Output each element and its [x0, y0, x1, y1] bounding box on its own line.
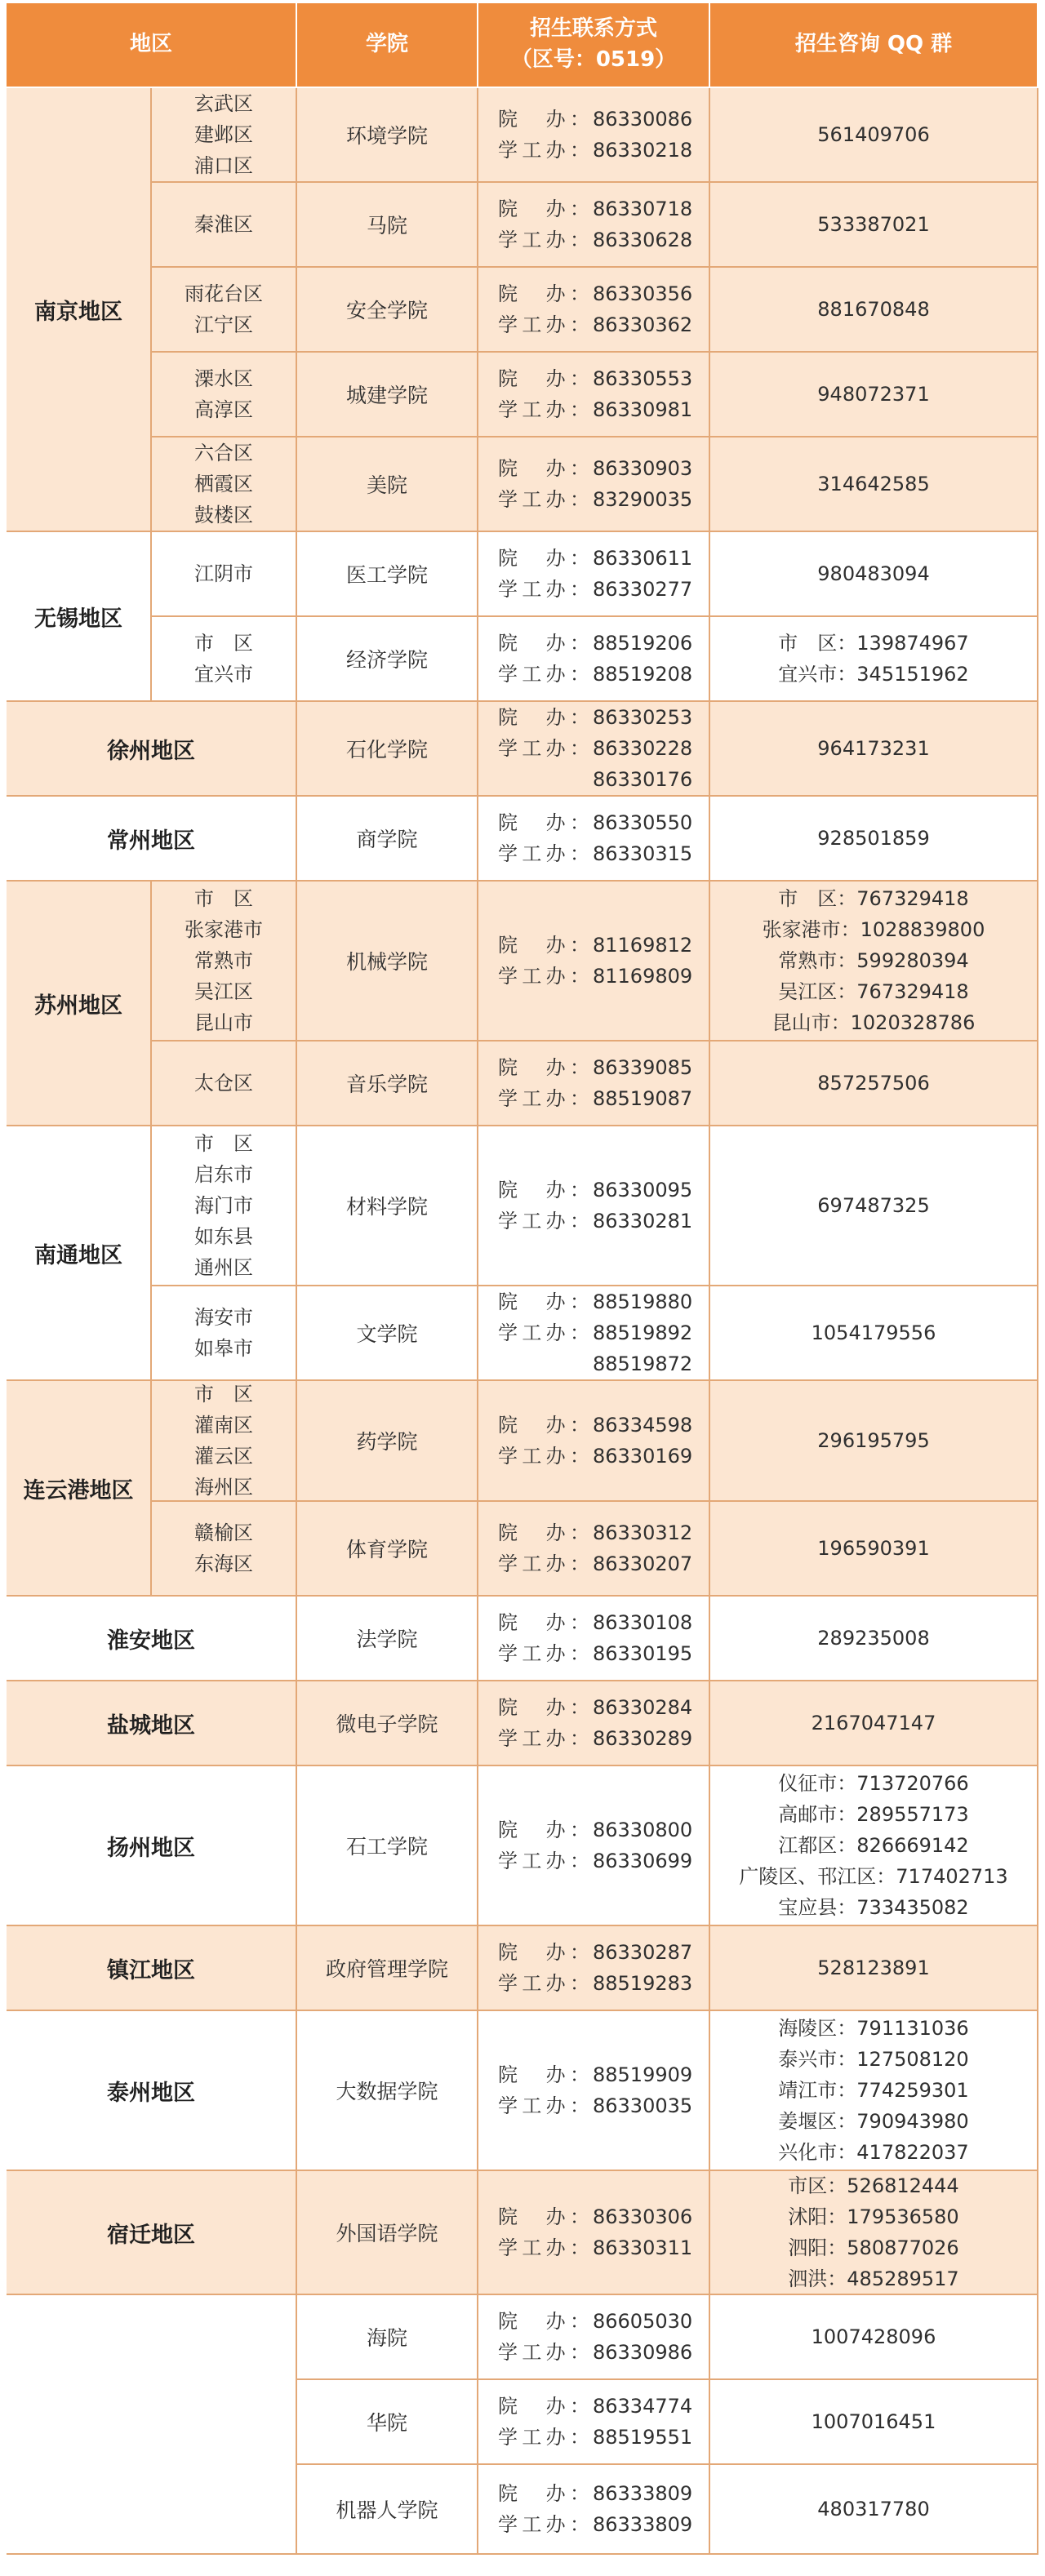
qq-group-list: [710, 1286, 1038, 1381]
qq-group-number: 靖江市：774259301: [778, 2079, 969, 2102]
contact-label: 学工办：: [498, 1087, 589, 1110]
district-item: 市 区: [194, 1383, 253, 1406]
contact-number: 86330362: [593, 313, 693, 336]
contact-number: 86330277: [593, 578, 693, 601]
qq-group-list: [710, 1681, 1038, 1766]
qq-group-number: 1007016451: [811, 2410, 936, 2433]
contact-label: 学工办：: [498, 1552, 589, 1575]
contact-number: 86330176: [593, 768, 693, 791]
district-list: [152, 617, 297, 702]
qq-group-number: 314642585: [817, 473, 930, 495]
district-item: 海安市: [194, 1306, 253, 1329]
district-item: 溧水区: [194, 367, 253, 390]
contact-label: 学工办：: [498, 663, 589, 686]
college-name: 文学院: [297, 1286, 478, 1381]
contact-phones: [478, 1681, 710, 1766]
qq-group-number: 480317780: [817, 2498, 930, 2520]
contact-number: 86605030: [593, 2310, 693, 2333]
qq-group-number: 张家港市：1028839800: [762, 918, 985, 941]
contact-label: 院 办：: [498, 2205, 589, 2228]
contact-number: 86330986: [593, 2341, 693, 2364]
contact-number: 86330207: [593, 1552, 693, 1575]
contact-number: 86330981: [593, 398, 693, 421]
contact-number: 88519206: [593, 632, 693, 655]
college-name: 环境学院: [297, 88, 478, 183]
contact-phones: [478, 1381, 710, 1502]
qq-group-list: [710, 2295, 1038, 2380]
contact-number: 86330550: [593, 811, 693, 834]
contact-label: 学工办：: [498, 1321, 589, 1344]
district-item: 高淳区: [194, 398, 253, 421]
contact-label: 院 办：: [498, 1056, 589, 1079]
contact-label: 学工办：: [498, 1210, 589, 1232]
college-name: 华院: [297, 2380, 478, 2465]
region-name: 苏州地区: [7, 882, 152, 1126]
contact-phones: [478, 268, 710, 353]
qq-group-number: 市区：526812444: [788, 2174, 959, 2197]
district-list: [152, 88, 297, 183]
contact-number: 88519892: [593, 1321, 693, 1344]
contact-number: 86330306: [593, 2205, 693, 2228]
region-name: 扬州地区: [7, 1766, 297, 1926]
qq-group-number: 1054179556: [811, 1321, 936, 1344]
contact-number: 88519872: [593, 1352, 693, 1375]
region-name: 南通地区: [7, 1126, 152, 1381]
contact-number: 86330289: [593, 1727, 693, 1750]
admissions-contact-table: [7, 3, 1038, 2573]
contact-phones: [478, 2011, 710, 2171]
contact-label: 院 办：: [498, 2395, 589, 2418]
contact-number: 86330284: [593, 1696, 693, 1719]
college-name: 石化学院: [297, 702, 478, 797]
college-name: 体育学院: [297, 1502, 478, 1597]
qq-group-list: [710, 797, 1038, 882]
qq-group-number: 533387021: [817, 213, 930, 236]
qq-group-number: 980483094: [817, 562, 930, 585]
qq-group-list: [710, 882, 1038, 1042]
contact-phones: [478, 1597, 710, 1681]
contact-phones: [478, 353, 710, 437]
region-name: 连云港地区: [7, 1381, 152, 1597]
contact-phones: [478, 2465, 710, 2555]
college-name: 医工学院: [297, 532, 478, 617]
college-name: 法学院: [297, 1597, 478, 1681]
contact-phones: [478, 797, 710, 882]
contact-label: [498, 1348, 589, 1379]
contact-number: 86333809: [593, 2513, 693, 2536]
qq-group-number: 常熟市：599280394: [778, 949, 969, 972]
district-item: 秦淮区: [194, 213, 253, 236]
contact-label: 院 办：: [498, 2310, 589, 2333]
contact-phones: [478, 1766, 710, 1926]
contact-label: 院 办：: [498, 2482, 589, 2505]
contact-label: 院 办：: [498, 367, 589, 390]
qq-group-number: 泗洪：485289517: [788, 2267, 959, 2290]
district-item: 市 区: [194, 887, 253, 910]
qq-group-list: [710, 268, 1038, 353]
college-name: 城建学院: [297, 353, 478, 437]
district-item: 如东县: [194, 1225, 253, 1248]
contact-number: 86334598: [593, 1414, 693, 1437]
qq-group-list: [710, 1126, 1038, 1286]
district-list: [152, 1042, 297, 1126]
contact-number: 83290035: [593, 488, 693, 511]
district-item: 宜兴市: [194, 663, 253, 686]
district-item: 市 区: [194, 1132, 253, 1155]
district-list: [152, 1126, 297, 1286]
district-item: 浦口区: [194, 154, 253, 177]
contact-number: 86330315: [593, 842, 693, 865]
region-name: 泰州地区: [7, 2011, 297, 2171]
contact-number: 81169812: [593, 934, 693, 957]
district-item: 海州区: [194, 1476, 253, 1499]
qq-group-number: 市 区：139874967: [778, 632, 969, 655]
district-item: 海门市: [194, 1194, 253, 1217]
qq-group-list: [710, 1597, 1038, 1681]
qq-group-list: [710, 183, 1038, 268]
district-item: 市 区: [194, 632, 253, 655]
qq-group-list: [710, 2380, 1038, 2465]
contact-label: 院 办：: [498, 282, 589, 305]
qq-group-list: [710, 2011, 1038, 2171]
header-qq-group: 招生咨询 QQ 群: [710, 3, 1038, 88]
contact-number: 86330228: [593, 737, 693, 760]
contact-label: 学工办：: [498, 1972, 589, 1995]
college-name: 大数据学院: [297, 2011, 478, 2171]
qq-group-number: 泗阳：580877026: [788, 2236, 959, 2259]
qq-group-number: 528123891: [817, 1956, 930, 1979]
district-list: [152, 1286, 297, 1381]
contact-number: 86330903: [593, 457, 693, 480]
contact-number: 86333809: [593, 2482, 693, 2505]
contact-number: 86339085: [593, 1056, 693, 1079]
contact-label: 学工办：: [498, 1445, 589, 1468]
district-item: 灌云区: [194, 1445, 253, 1468]
contact-number: 86330312: [593, 1521, 693, 1544]
qq-group-number: 196590391: [817, 1537, 930, 1560]
district-item: 栖霞区: [194, 473, 253, 495]
qq-group-number: 宝应县：733435082: [778, 1896, 969, 1919]
contact-number: 86330095: [593, 1179, 693, 1201]
district-item: 昆山市: [194, 1011, 253, 1034]
qq-group-list: [710, 617, 1038, 702]
qq-group-number: 948072371: [817, 383, 930, 406]
contact-label: 院 办：: [498, 1414, 589, 1437]
contact-number: 86330553: [593, 367, 693, 390]
contact-number: 86334774: [593, 2395, 693, 2418]
qq-group-number: 泰兴市：127508120: [778, 2048, 969, 2071]
college-name: 安全学院: [297, 268, 478, 353]
contact-label: 院 办：: [498, 198, 589, 220]
district-item: 赣榆区: [194, 1521, 253, 1544]
header-contact: 招生联系方式 （区号：0519）: [478, 3, 710, 88]
contact-label: 学工办：: [498, 842, 589, 865]
qq-group-list: [710, 532, 1038, 617]
qq-group-list: [710, 2171, 1038, 2295]
district-list: [152, 437, 297, 532]
contact-number: 86330699: [593, 1850, 693, 1872]
contact-label: 院 办：: [498, 1179, 589, 1201]
contact-label: 学工办：: [498, 313, 589, 336]
district-item: 玄武区: [194, 92, 253, 115]
contact-label: 院 办：: [498, 1521, 589, 1544]
district-item: 太仓区: [194, 1072, 253, 1095]
district-item: 建邺区: [194, 123, 253, 146]
contact-number: 88519551: [593, 2426, 693, 2449]
contact-label: 学工办：: [498, 2236, 589, 2259]
qq-group-list: [710, 1502, 1038, 1597]
contact-number: 86330611: [593, 547, 693, 570]
district-item: 启东市: [194, 1163, 253, 1186]
district-item: 常熟市: [194, 949, 253, 972]
contact-number: 86330311: [593, 2236, 693, 2259]
college-name: 机器人学院: [297, 2465, 478, 2555]
contact-number: 86330253: [593, 706, 693, 729]
college-name: 材料学院: [297, 1126, 478, 1286]
college-name: 音乐学院: [297, 1042, 478, 1126]
district-list: [152, 353, 297, 437]
header-region: 地区: [7, 3, 297, 88]
district-item: 通州区: [194, 1256, 253, 1279]
contact-phones: [478, 2171, 710, 2295]
contact-label: 院 办：: [498, 547, 589, 570]
contact-phones: [478, 437, 710, 532]
qq-group-number: 广陵区、邗江区：717402713: [739, 1865, 1008, 1888]
contact-label: 学工办：: [498, 1850, 589, 1872]
district-item: 江宁区: [194, 313, 253, 336]
qq-group-number: 宜兴市：345151962: [778, 663, 969, 686]
qq-group-number: 561409706: [817, 123, 930, 146]
qq-group-number: 江都区：826669142: [778, 1834, 969, 1857]
contact-label: 院 办：: [498, 108, 589, 131]
qq-group-list: [710, 88, 1038, 183]
district-list: [152, 1502, 297, 1597]
contact-label: 学工办：: [498, 2341, 589, 2364]
region-name: 镇江地区: [7, 1926, 297, 2011]
region-name: 无锡地区: [7, 532, 152, 702]
contact-label: 学工办：: [498, 965, 589, 988]
contact-phones: [478, 2380, 710, 2465]
qq-group-number: 289235008: [817, 1627, 930, 1650]
district-list: [152, 882, 297, 1042]
qq-group-number: 928501859: [817, 827, 930, 850]
college-name: 政府管理学院: [297, 1926, 478, 2011]
contact-number: 88519880: [593, 1290, 693, 1313]
contact-label: 院 办：: [498, 1696, 589, 1719]
contact-label: 院 办：: [498, 706, 589, 729]
district-list: [152, 532, 297, 617]
contact-phones: [478, 617, 710, 702]
contact-label: 学工办：: [498, 229, 589, 251]
contact-number: 86330169: [593, 1445, 693, 1468]
district-item: 东海区: [194, 1552, 253, 1575]
college-name: 美院: [297, 437, 478, 532]
qq-group-number: 海陵区：791131036: [778, 2017, 969, 2040]
district-item: 鼓楼区: [194, 504, 253, 526]
college-name: 经济学院: [297, 617, 478, 702]
contact-number: 86330086: [593, 108, 693, 131]
college-name: 药学院: [297, 1381, 478, 1502]
district-item: 如皋市: [194, 1337, 253, 1360]
contact-label: 学工办：: [498, 2513, 589, 2536]
college-name: 外国语学院: [297, 2171, 478, 2295]
qq-group-number: 吴江区：767329418: [778, 980, 969, 1003]
qq-group-number: 市 区：767329418: [778, 887, 969, 910]
contact-label: 学工办：: [498, 139, 589, 162]
region-name: 盐城地区: [7, 1681, 297, 1766]
qq-group-list: [710, 1042, 1038, 1126]
district-item: 雨花台区: [185, 282, 263, 305]
qq-group-number: 857257506: [817, 1072, 930, 1095]
contact-phones: [478, 1126, 710, 1286]
contact-number: 86330195: [593, 1642, 693, 1665]
contact-label: 院 办：: [498, 632, 589, 655]
district-list: [152, 183, 297, 268]
qq-group-number: 兴化市：417822037: [778, 2141, 969, 2164]
contact-number: 88519909: [593, 2063, 693, 2086]
qq-group-number: 697487325: [817, 1194, 930, 1217]
contact-phones: [478, 1042, 710, 1126]
college-name: 马院: [297, 183, 478, 268]
qq-group-number: 姜堰区：790943980: [778, 2110, 969, 2133]
contact-phones: [478, 532, 710, 617]
contact-label: [498, 764, 589, 795]
district-list: [152, 268, 297, 353]
college-name: 商学院: [297, 797, 478, 882]
contact-number: 86330035: [593, 2094, 693, 2117]
qq-group-number: 1007428096: [811, 2325, 936, 2348]
contact-number: 86330628: [593, 229, 693, 251]
qq-group-number: 964173231: [817, 737, 930, 760]
contact-phones: [478, 1926, 710, 2011]
qq-group-list: [710, 437, 1038, 532]
contact-number: 86330281: [593, 1210, 693, 1232]
qq-group-list: [710, 353, 1038, 437]
contact-label: 学工办：: [498, 1642, 589, 1665]
contact-phones: [478, 1286, 710, 1381]
district-item: 江阴市: [194, 562, 253, 585]
region-name: [7, 2295, 297, 2555]
contact-label: 院 办：: [498, 1941, 589, 1964]
contact-label: 院 办：: [498, 934, 589, 957]
contact-label: 院 办：: [498, 811, 589, 834]
contact-label: 院 办：: [498, 1819, 589, 1841]
qq-group-number: 296195795: [817, 1429, 930, 1452]
contact-phones: [478, 88, 710, 183]
contact-phones: [478, 882, 710, 1042]
contact-label: 学工办：: [498, 1727, 589, 1750]
contact-number: 86330718: [593, 198, 693, 220]
district-item: 张家港市: [185, 918, 263, 941]
district-item: 灌南区: [194, 1414, 253, 1437]
contact-label: 学工办：: [498, 737, 589, 760]
contact-phones: [478, 2295, 710, 2380]
contact-phones: [478, 1502, 710, 1597]
college-name: 机械学院: [297, 882, 478, 1042]
contact-number: 88519208: [593, 663, 693, 686]
qq-group-number: 高邮市：289557173: [778, 1803, 969, 1826]
header-college: 学院: [297, 3, 478, 88]
qq-group-number: 仪征市：713720766: [778, 1772, 969, 1795]
region-name: 徐州地区: [7, 702, 297, 797]
contact-number: 88519087: [593, 1087, 693, 1110]
contact-label: 院 办：: [498, 1290, 589, 1313]
region-name: 淮安地区: [7, 1597, 297, 1681]
region-name: 南京地区: [7, 88, 152, 532]
district-list: [152, 1381, 297, 1502]
region-name: 宿迁地区: [7, 2171, 297, 2295]
contact-label: 学工办：: [498, 578, 589, 601]
contact-phones: [478, 702, 710, 797]
qq-group-number: 沭阳：179536580: [788, 2205, 959, 2228]
qq-group-list: [710, 2465, 1038, 2555]
contact-number: 88519283: [593, 1972, 693, 1995]
region-name: 常州地区: [7, 797, 297, 882]
contact-label: 学工办：: [498, 2426, 589, 2449]
qq-group-list: [710, 702, 1038, 797]
college-name: 海院: [297, 2295, 478, 2380]
college-name: 石工学院: [297, 1766, 478, 1926]
qq-group-number: 881670848: [817, 298, 930, 321]
contact-number: 86330800: [593, 1819, 693, 1841]
contact-label: 院 办：: [498, 457, 589, 480]
qq-group-list: [710, 1926, 1038, 2011]
contact-number: 86330218: [593, 139, 693, 162]
district-item: 六合区: [194, 442, 253, 464]
contact-label: 学工办：: [498, 398, 589, 421]
college-name: 微电子学院: [297, 1681, 478, 1766]
contact-number: 86330287: [593, 1941, 693, 1964]
district-item: 吴江区: [194, 980, 253, 1003]
contact-label: 学工办：: [498, 2094, 589, 2117]
contact-label: 院 办：: [498, 2063, 589, 2086]
qq-group-number: 昆山市：1020328786: [772, 1011, 976, 1034]
contact-label: 学工办：: [498, 488, 589, 511]
contact-phones: [478, 183, 710, 268]
contact-number: 86330108: [593, 1611, 693, 1634]
qq-group-list: [710, 1766, 1038, 1926]
qq-group-list: [710, 1381, 1038, 1502]
contact-label: 院 办：: [498, 1611, 589, 1634]
contact-number: 81169809: [593, 965, 693, 988]
contact-number: 86330356: [593, 282, 693, 305]
qq-group-number: 2167047147: [811, 1712, 936, 1734]
